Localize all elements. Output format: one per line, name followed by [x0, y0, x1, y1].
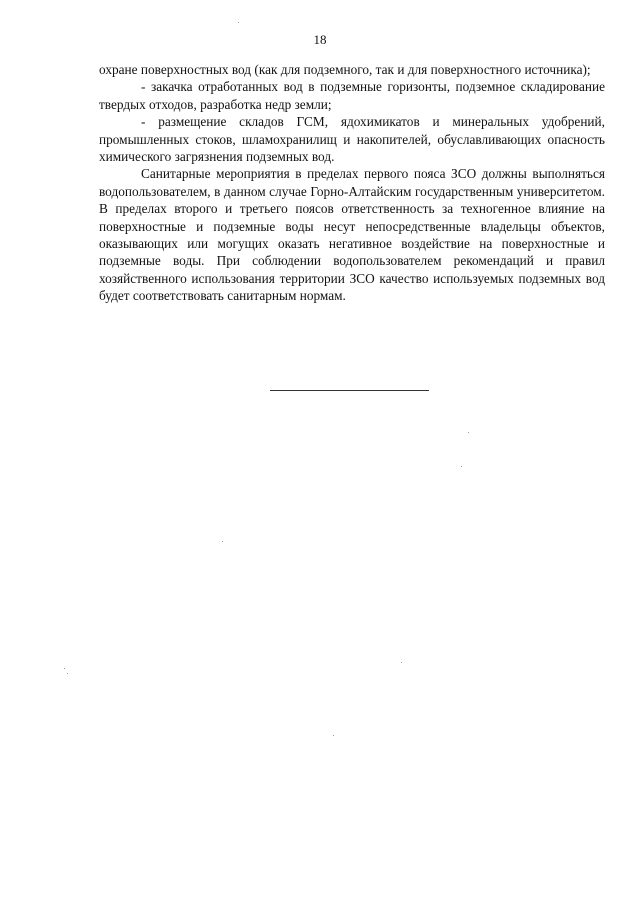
paragraph-continuation: охране поверхностных вод (как для подземного, так и для поверхностного источника); [99, 62, 591, 77]
body-text [99, 61, 605, 305]
closing-separator-line [270, 390, 429, 391]
scan-speck [461, 466, 462, 467]
scan-speck [64, 668, 65, 669]
scan-speck [333, 735, 334, 736]
scan-speck [238, 22, 239, 23]
scan-speck [67, 673, 68, 674]
list-item-injection: - закачка отработанных вод в подземные горизонты, подземное складирование твердых отходов, разработка недр земли; [99, 79, 605, 112]
scan-speck [401, 662, 402, 663]
list-item-storage: - размещение складов ГСМ, ядохимикатов и минеральных удобрений, промышленных стоков, шламохранилищ и накопителей, обуславливающих опасность химического загрязнения подземных вод. [99, 114, 605, 165]
paragraph-sanitary-measures: Санитарные мероприятия в пределах первого пояса ЗСО должны выполняться водопользователем, в данном случае Горно-Алтайским государственным университетом. В пределах второго и третьего поясов ответственность за техногенное влияние на поверхностные и подземные воды несут непосредственные владельцы объектов, оказывающих или могущих оказать негативное воздействие на поверхностные и подземные воды. При соблюдении водопользователем рекомендаций и правил хозяйственного использования территории ЗСО качество используемых подземных вод будет соответствовать санитарным нормам. [99, 166, 605, 304]
scan-speck [468, 432, 469, 433]
page-number: 18 [313, 32, 327, 47]
scan-speck [222, 541, 223, 542]
